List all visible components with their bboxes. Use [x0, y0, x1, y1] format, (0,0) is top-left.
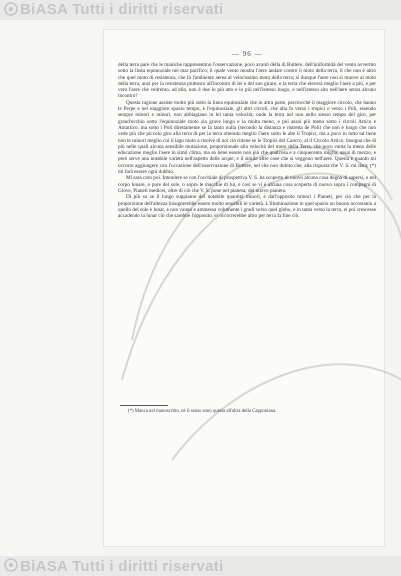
left-margin-area — [0, 20, 104, 556]
bottom-watermark-text: BiASA Tutti i diritti riservati — [20, 558, 224, 575]
footnote: (*) Manca nel manoscritto, nè il senso sono questa all'altra della Capponiana. — [128, 409, 277, 414]
paragraph: Mi sarà caro poi. Intendere se con l'occhiale di prospettiva V. S. ha scoperto di nuovo alcuna cosa degna di sapersi, o nel corpo lunare, o pure del sole, o sopra le macchie di lui, e così se vi è alcuna cosa scoperta di nuovo sopra i compagni di Giove, Pianeti medicei, oltre di ciò che V. S. pone nel pianeta; del nuovo pianeta. — [118, 175, 376, 194]
biasa-logo-icon — [4, 2, 18, 16]
top-watermark-band — [0, 0, 401, 20]
page-number: — 96 — — [232, 50, 263, 58]
body-text — [118, 62, 376, 219]
bottom-watermark-band — [0, 556, 401, 576]
top-watermark-text: BiASA Tutti i diritti riservati — [20, 1, 224, 18]
paragraph: della terra pare che le maniche rappresentino l'osservazione, poco avanti della di Buttere, dell'uniformità del vento avvertito sotto la linea equinoziale nel mar pacifico; il quale vento mostra l'aere andare contro il moto della terra, il che non è altro che quel moto di resistenza, che fa l'ambiente aerea al velocissimo moto della terra; sì dunque l'aere non si muove al moto della terra, anzi per la resistenza piuttosto all'incontro di lei e del suo girare, e la terra che eleverà meglio l'aere a più, e per vero l'aere che vedremo, ad ella, non è due lo più atto e lo più nell'istesso luogo, e nell'istesso sito nell'aere senza alcuno incontro? — [118, 62, 376, 100]
paragraph: Di più so se il lungo suppiamo del notabile quantità minori, e dall'opposito minori i Pianeti, per ciò che per la proporzione dell'altezza bisognerebbe essere molto sensibili le varietà. L'illuminazione in quel spazio un buono accostanio a quello del sole è lunar, e non vanno e ammessa volumente i gradi verso quel globo, e in tanta verso la terra, ei poi crescesse accadendo la lunar ciò che sarebbe l'opposito, ei occorrerebbe altro per terra fa fine ciò. — [118, 194, 376, 220]
biasa-logo-icon — [4, 558, 18, 572]
footnote-rule — [120, 405, 168, 406]
paragraph: Questa ragione assiste molto più sotto la linea equinoziale che in altra parte, perciocchè il maggiore circolo, che hanno le Perpe e nel maggiore spazio tempo, è l'equinoziale, gli altri circoli, che alla fa verso i tropici o verso i Poli, essendo sempre minori e minori, non abbiagiano in lei tanta velocità; onde la terra nel non nello stesso tempo del giro, per grand'occhio sotto l'equinoziale moto sia grave lungo e la molta meno, e poi assai più meno sotto i circoli Artico e Antartico, ma sotto i Poli direttamente se fa tanto nulla (secondo la distanza e ristretta de Poli) che non è luogo che non vede più che piccolo giro alla terra di per la terra ottenuto meglio l'aere sotto le alte il Tropici, ma a poco in tutto tal bene non le minori meglio cui il lago moto a risolve di noi ciò ritiene se le Tropici del Cancro, al il Circolo Artico, bisogna che di più nelle quali alcuna sensibile mutazione, proporzionale alla velocità del moto della Terra, che poco vanta la meno delle educazione meglio l'aere in simil clima, ma so bene essere non più che qualcosa e a cinquecento miglia, assai di mezzo, e però serve una notabile varietà nell'aspetto delle acque, e il simile altre cose che si veggono nell'aere. Questa è quanto mi occorre aggiungere con l'occasione dell'osservazione di Buttere, nel che non dubito che, alla risposta che V. S. mi darà; (*) mi farà essere ogni dubbio. — [118, 99, 376, 176]
